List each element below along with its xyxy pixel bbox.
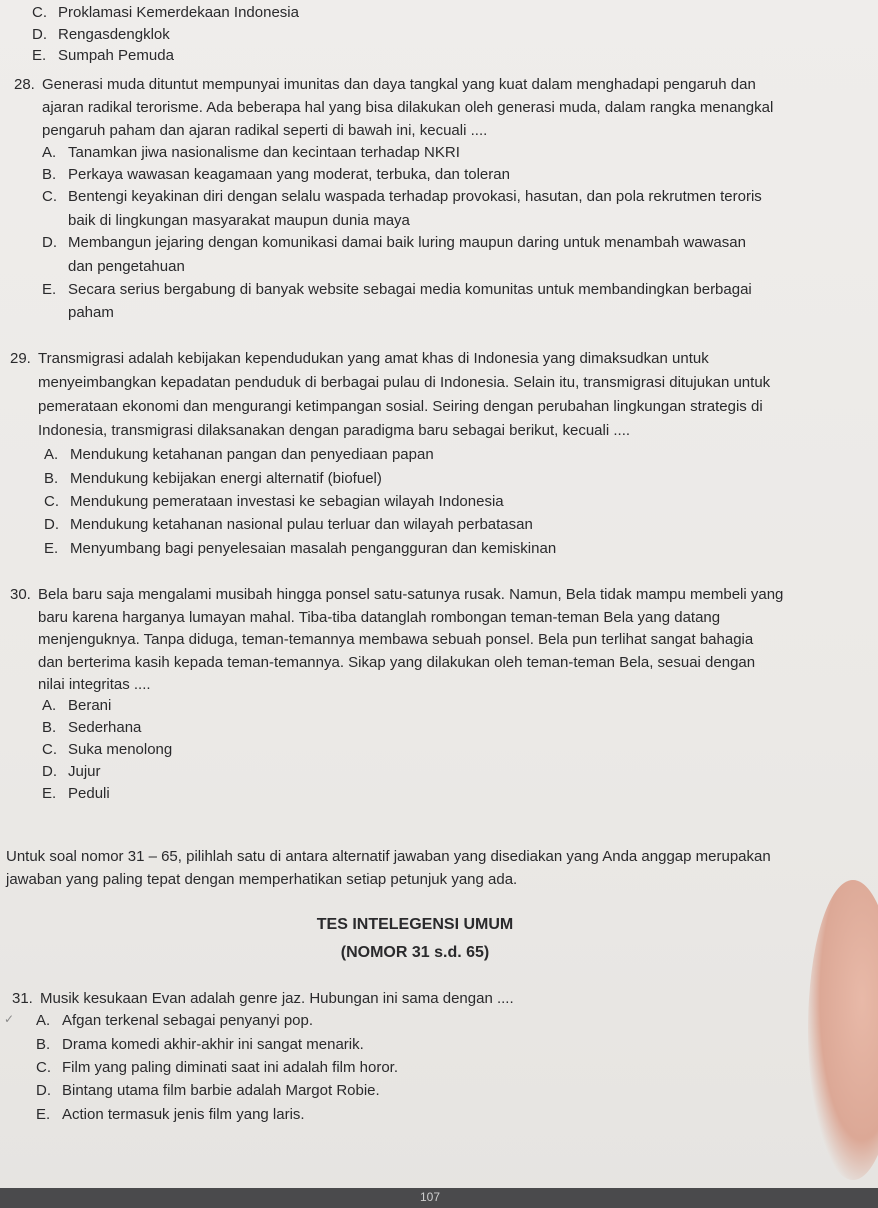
q28-option-b: B. Perkaya wawasan keagamaan yang moderat, terbuka, dan toleran [42, 166, 510, 183]
q30-option-c: C. Suka menolong [42, 741, 173, 758]
pencil-mark-icon: ✓ [4, 1012, 15, 1026]
section-subtitle: (NOMOR 31 s.d. 65) [340, 944, 490, 961]
q30-line-3: menjenguknya. Tanpa diduga, teman-temannya membawa sebuah ponsel. Bela pun terlihat sangat bahagia [38, 631, 754, 648]
q30-option-b: B. Sederhana [42, 719, 142, 736]
q28-option-d: D. Membangun jejaring dengan komunikasi damai baik luring maupun daring untuk menambah wawasan [42, 234, 746, 251]
q30-line-1: 30. Bela baru saja mengalami musibah hingga ponsel satu-satunya rusak. Namun, Bela tidak mampu membeli yang [10, 586, 784, 603]
option-d-prev: D. Rengasdengklok [32, 26, 170, 43]
option-c-prev: C. Proklamasi Kemerdekaan Indonesia [32, 4, 299, 21]
q29-line-1: 29. Transmigrasi adalah kebijakan kependudukan yang amat khas di Indonesia yang dimaksudkan untuk [10, 350, 709, 367]
q28-option-e: E. Secara serius bergabung di banyak website sebagai media komunitas untuk membandingkan berbagai [42, 281, 752, 298]
q28-option-d-cont: dan pengetahuan [68, 258, 185, 275]
q28-option-a: A. Tanamkan jiwa nasionalisme dan kecintaan terhadap NKRI [42, 144, 460, 161]
section-title: TES INTELEGENSI UMUM [316, 916, 514, 933]
q31-option-c: C. Film yang paling diminati saat ini adalah film horor. [36, 1059, 398, 1076]
q28-line-3: pengaruh paham dan ajaran radikal seperti di bawah ini, kecuali .... [42, 122, 488, 139]
option-e-prev: E. Sumpah Pemuda [32, 47, 174, 64]
q31-option-b: B. Drama komedi akhir-akhir ini sangat menarik. [36, 1036, 364, 1053]
q31-option-a: A. Afgan terkenal sebagai penyanyi pop. [36, 1012, 314, 1029]
q30-line-4: dan berterima kasih kepada teman-temannya. Sikap yang dilakukan oleh teman-teman Bela, sesuai dengan [38, 654, 756, 671]
q28-option-e-cont: paham [68, 304, 114, 321]
instructions-line-2: jawaban yang paling tepat dengan memperhatikan setiap petunjuk yang ada. [6, 871, 518, 888]
q30-option-a: A. Berani [42, 697, 112, 714]
q29-option-e: E. Menyumbang bagi penyelesaian masalah pengangguran dan kemiskinan [44, 540, 557, 557]
q29-option-a: A. Mendukung ketahanan pangan dan penyediaan papan [44, 446, 434, 463]
q29-line-3: pemerataan ekonomi dan mengurangi ketimpangan sosial. Seiring dengan perubahan lingkungan strategis di [38, 398, 763, 415]
q28-line-1: 28. Generasi muda dituntut mempunyai imunitas dan daya tangkal yang kuat dalam menghadapi pengaruh dan [14, 76, 756, 93]
q31-option-e: E. Action termasuk jenis film yang laris. [36, 1106, 305, 1123]
q28-line-2: ajaran radikal terorisme. Ada beberapa hal yang bisa dilakukan oleh generasi muda, dalam rangka menangkal [42, 99, 774, 116]
q30-option-e: E. Peduli [42, 785, 110, 802]
q28-option-c: C. Bentengi keyakinan diri dengan selalu waspada terhadap provokasi, hasutan, dan pola rekrutmen teroris [42, 188, 762, 205]
q29-option-c: C. Mendukung pemerataan investasi ke sebagian wilayah Indonesia [44, 493, 504, 510]
q30-line-2: baru karena harganya lumayan mahal. Tiba-tiba datanglah rombongan teman-teman Bela yang datang [38, 609, 721, 626]
q29-line-4: Indonesia, transmigrasi dilaksanakan dengan paradigma baru sebagai berikut, kecuali .... [38, 422, 631, 439]
q29-line-2: menyeimbangkan kepadatan penduduk di berbagai pulau di Indonesia. Selain itu, transmigrasi ditujukan untuk [38, 374, 771, 391]
q31-question: 31. Musik kesukaan Evan adalah genre jaz. Hubungan ini sama dengan .... [12, 990, 514, 1007]
q28-option-c-cont: baik di lingkungan masyarakat maupun dunia maya [68, 212, 410, 229]
q29-option-b: B. Mendukung kebijakan energi alternatif (biofuel) [44, 470, 382, 487]
q29-option-d: D. Mendukung ketahanan nasional pulau terluar dan wilayah perbatasan [44, 516, 533, 533]
q31-option-d: D. Bintang utama film barbie adalah Margot Robie. [36, 1082, 380, 1099]
q30-line-5: nilai integritas .... [38, 676, 151, 693]
instructions-line-1: Untuk soal nomor 31 – 65, pilihlah satu di antara alternatif jawaban yang disediakan yang Anda anggap merupakan [6, 848, 771, 865]
page-number: 107 [420, 1190, 441, 1204]
q30-option-d: D. Jujur [42, 763, 101, 780]
